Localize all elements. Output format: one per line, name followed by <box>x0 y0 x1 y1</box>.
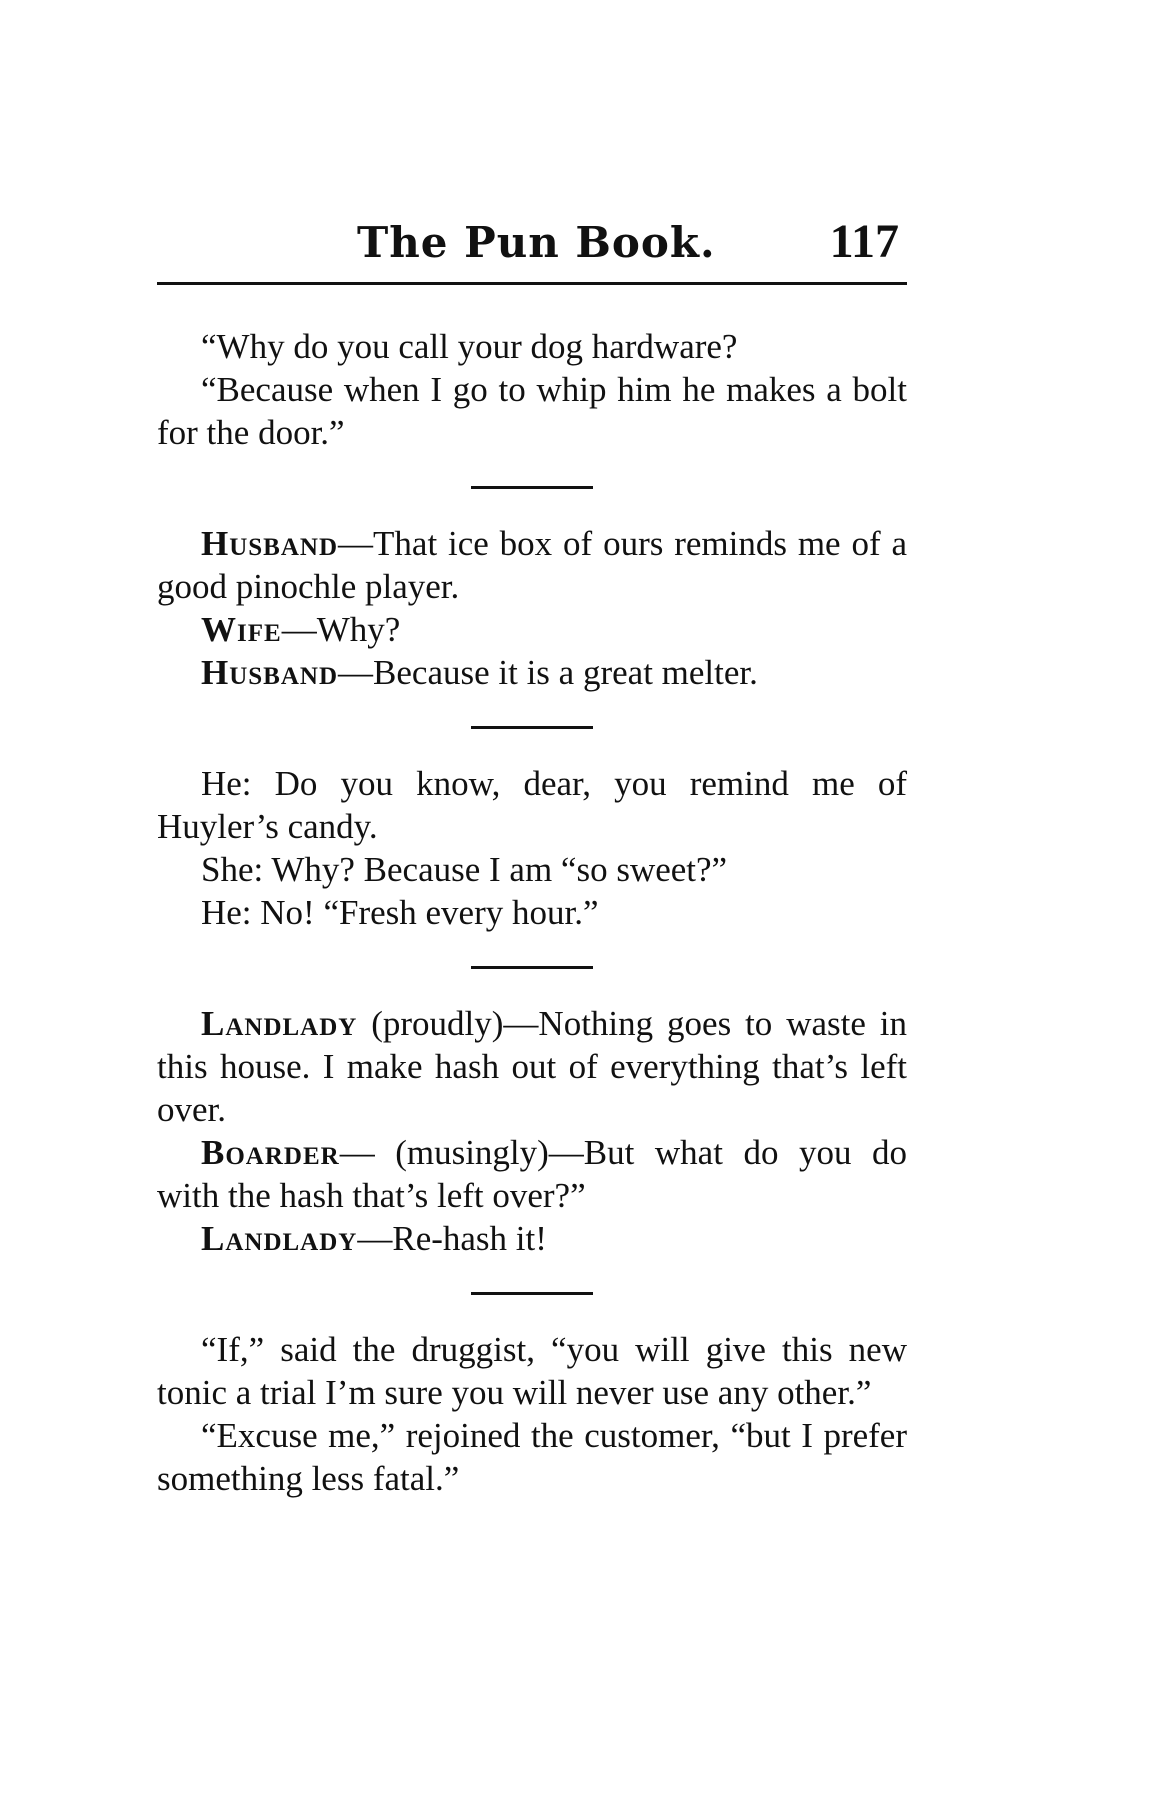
speaker-name: Landlady <box>201 1004 358 1043</box>
joke-paragraph <box>157 522 907 608</box>
paragraph-text: “Excuse me,” rejoined the customer, “but I prefer something less fatal.” <box>157 1416 907 1498</box>
section-divider <box>471 726 593 729</box>
joke-hardware <box>157 325 907 454</box>
speaker-name: Husband <box>201 524 339 563</box>
paragraph-text: He: Do you know, dear, you remind me of Huyler’s candy. <box>157 764 907 846</box>
section-divider <box>471 966 593 969</box>
joke-paragraph <box>157 1328 907 1414</box>
joke-paragraph <box>157 1217 907 1260</box>
paragraph-text: —Re-hash it! <box>357 1219 547 1258</box>
book-title: The Pun Book. <box>357 218 716 267</box>
page-content <box>157 325 907 1500</box>
joke-paragraph <box>157 1131 907 1217</box>
joke-paragraph <box>157 608 907 651</box>
paragraph-text: —Why? <box>281 610 401 649</box>
joke-paragraph <box>157 368 907 454</box>
paragraph-text: “Why do you call your dog hardware? <box>201 327 738 366</box>
header-rule <box>157 282 907 285</box>
paragraph-text: —Because it is a great melter. <box>338 653 758 692</box>
section-divider <box>471 486 593 489</box>
paragraph-text: —That ice box of ours reminds me of a good pinochle player. <box>157 524 907 606</box>
paragraph-text: He: No! “Fresh every hour.” <box>201 893 599 932</box>
speaker-name: Husband <box>201 653 339 692</box>
book-page <box>157 210 907 1498</box>
running-head <box>157 210 907 280</box>
joke-paragraph <box>157 1414 907 1500</box>
section-divider <box>471 1292 593 1295</box>
paragraph-text: “Because when I go to whip him he makes a bolt for the door.” <box>157 370 907 452</box>
paragraph-text: (proudly)—Nothing goes to waste in this house. I make hash out of everything that’s left over. <box>157 1004 907 1129</box>
joke-tonic <box>157 1328 907 1500</box>
paragraph-text: — (musingly)—But what do you do with the hash that’s left over?” <box>157 1133 907 1215</box>
speaker-name: Landlady <box>201 1219 358 1258</box>
joke-paragraph <box>157 1002 907 1131</box>
page-number: 117 <box>829 215 899 268</box>
joke-paragraph <box>157 848 907 891</box>
speaker-name: Boarder <box>201 1133 340 1172</box>
joke-hash <box>157 1002 907 1260</box>
joke-paragraph <box>157 325 907 368</box>
paragraph-text: “If,” said the druggist, “you will give this new tonic a trial I’m sure you will never use any other.” <box>157 1330 907 1412</box>
joke-paragraph <box>157 651 907 694</box>
joke-paragraph <box>157 762 907 848</box>
joke-ice-box <box>157 522 907 694</box>
joke-huylers-candy <box>157 762 907 934</box>
paragraph-text: She: Why? Because I am “so sweet?” <box>201 850 728 889</box>
speaker-name: Wife <box>201 610 282 649</box>
joke-paragraph <box>157 891 907 934</box>
